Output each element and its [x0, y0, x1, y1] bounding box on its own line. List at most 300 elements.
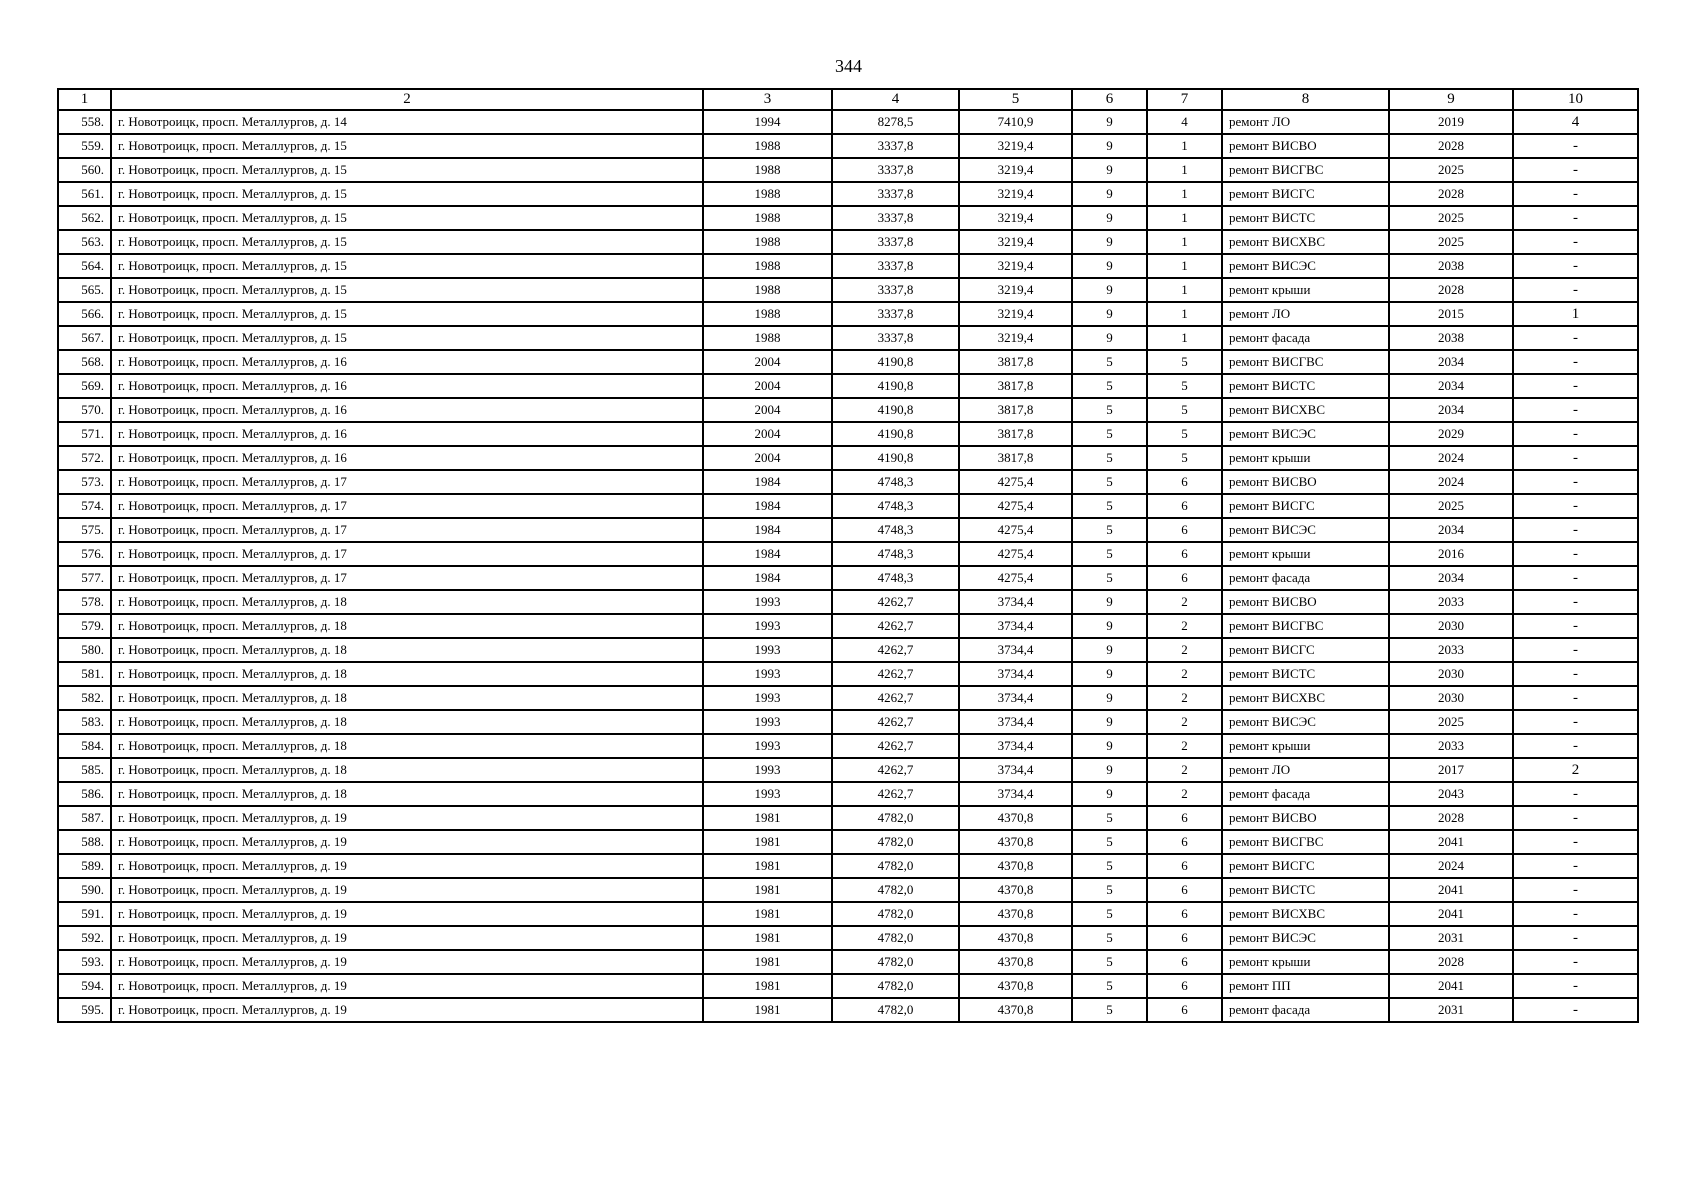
- cell-work-type: ремонт ВИСЭС: [1222, 254, 1389, 278]
- cell-total-area: 4782,0: [832, 902, 959, 926]
- cell-entrances: 6: [1147, 998, 1222, 1022]
- cell-work-type: ремонт крыши: [1222, 734, 1389, 758]
- cell-living-area: 4370,8: [959, 902, 1072, 926]
- cell-entrances: 6: [1147, 974, 1222, 998]
- cell-living-area: 3219,4: [959, 158, 1072, 182]
- cell-total-area: 4190,8: [832, 422, 959, 446]
- cell-address: г. Новотроицк, просп. Металлургов, д. 18: [111, 686, 703, 710]
- cell-living-area: 3817,8: [959, 374, 1072, 398]
- cell-note: -: [1513, 158, 1638, 182]
- cell-entrances: 2: [1147, 758, 1222, 782]
- cell-floors: 5: [1072, 806, 1147, 830]
- cell-living-area: 4370,8: [959, 854, 1072, 878]
- cell-entrances: 5: [1147, 422, 1222, 446]
- cell-floors: 9: [1072, 158, 1147, 182]
- cell-floors: 5: [1072, 350, 1147, 374]
- cell-row-number: 578.: [58, 590, 111, 614]
- cell-build-year: 1993: [703, 686, 832, 710]
- cell-row-number: 568.: [58, 350, 111, 374]
- column-header: 8: [1222, 89, 1389, 110]
- cell-row-number: 591.: [58, 902, 111, 926]
- cell-build-year: 2004: [703, 422, 832, 446]
- cell-total-area: 3337,8: [832, 206, 959, 230]
- cell-living-area: 3219,4: [959, 302, 1072, 326]
- cell-entrances: 1: [1147, 230, 1222, 254]
- cell-entrances: 6: [1147, 854, 1222, 878]
- cell-work-type: ремонт ВИСГВС: [1222, 158, 1389, 182]
- cell-living-area: 3219,4: [959, 254, 1072, 278]
- cell-note: -: [1513, 974, 1638, 998]
- cell-work-type: ремонт ВИСВО: [1222, 134, 1389, 158]
- cell-address: г. Новотроицк, просп. Металлургов, д. 18: [111, 782, 703, 806]
- cell-row-number: 566.: [58, 302, 111, 326]
- cell-note: -: [1513, 926, 1638, 950]
- cell-note: -: [1513, 566, 1638, 590]
- cell-floors: 5: [1072, 830, 1147, 854]
- cell-address: г. Новотроицк, просп. Металлургов, д. 15: [111, 254, 703, 278]
- cell-build-year: 1988: [703, 206, 832, 230]
- cell-total-area: 4782,0: [832, 806, 959, 830]
- cell-note: -: [1513, 494, 1638, 518]
- table-row: [58, 110, 1638, 134]
- cell-row-number: 576.: [58, 542, 111, 566]
- cell-floors: 5: [1072, 374, 1147, 398]
- cell-planned-year: 2024: [1389, 446, 1513, 470]
- cell-living-area: 4275,4: [959, 566, 1072, 590]
- cell-entrances: 1: [1147, 302, 1222, 326]
- table-row: [58, 566, 1638, 590]
- table-row: [58, 374, 1638, 398]
- cell-work-type: ремонт ВИСГС: [1222, 494, 1389, 518]
- cell-planned-year: 2028: [1389, 950, 1513, 974]
- cell-floors: 5: [1072, 566, 1147, 590]
- table-row: [58, 278, 1638, 302]
- cell-build-year: 1988: [703, 278, 832, 302]
- cell-build-year: 1984: [703, 470, 832, 494]
- cell-total-area: 3337,8: [832, 134, 959, 158]
- cell-work-type: ремонт ВИСВО: [1222, 590, 1389, 614]
- cell-build-year: 1988: [703, 182, 832, 206]
- cell-row-number: 570.: [58, 398, 111, 422]
- cell-address: г. Новотроицк, просп. Металлургов, д. 17: [111, 494, 703, 518]
- cell-address: г. Новотроицк, просп. Металлургов, д. 15: [111, 182, 703, 206]
- cell-row-number: 580.: [58, 638, 111, 662]
- cell-row-number: 587.: [58, 806, 111, 830]
- cell-living-area: 3734,4: [959, 662, 1072, 686]
- cell-entrances: 1: [1147, 254, 1222, 278]
- cell-address: г. Новотроицк, просп. Металлургов, д. 17: [111, 542, 703, 566]
- cell-floors: 5: [1072, 902, 1147, 926]
- cell-total-area: 4190,8: [832, 398, 959, 422]
- cell-floors: 9: [1072, 710, 1147, 734]
- cell-entrances: 6: [1147, 950, 1222, 974]
- header-row: [58, 89, 1638, 110]
- cell-address: г. Новотроицк, просп. Металлургов, д. 16: [111, 398, 703, 422]
- cell-row-number: 577.: [58, 566, 111, 590]
- cell-address: г. Новотроицк, просп. Металлургов, д. 19: [111, 950, 703, 974]
- cell-address: г. Новотроицк, просп. Металлургов, д. 15: [111, 326, 703, 350]
- table-row: [58, 662, 1638, 686]
- cell-entrances: 5: [1147, 398, 1222, 422]
- cell-living-area: 3219,4: [959, 278, 1072, 302]
- cell-total-area: 4190,8: [832, 374, 959, 398]
- cell-entrances: 2: [1147, 710, 1222, 734]
- cell-address: г. Новотроицк, просп. Металлургов, д. 15: [111, 158, 703, 182]
- cell-note: -: [1513, 638, 1638, 662]
- table-row: [58, 350, 1638, 374]
- cell-work-type: ремонт ВИСГВС: [1222, 350, 1389, 374]
- cell-note: -: [1513, 662, 1638, 686]
- cell-entrances: 2: [1147, 614, 1222, 638]
- cell-planned-year: 2024: [1389, 854, 1513, 878]
- cell-floors: 9: [1072, 134, 1147, 158]
- cell-total-area: 3337,8: [832, 254, 959, 278]
- cell-build-year: 1993: [703, 710, 832, 734]
- cell-address: г. Новотроицк, просп. Металлургов, д. 15: [111, 206, 703, 230]
- table-row: [58, 734, 1638, 758]
- cell-living-area: 3734,4: [959, 590, 1072, 614]
- cell-row-number: 586.: [58, 782, 111, 806]
- cell-work-type: ремонт ВИСГС: [1222, 854, 1389, 878]
- cell-address: г. Новотроицк, просп. Металлургов, д. 19: [111, 902, 703, 926]
- cell-work-type: ремонт ПП: [1222, 974, 1389, 998]
- cell-work-type: ремонт ВИСХВС: [1222, 398, 1389, 422]
- cell-row-number: 574.: [58, 494, 111, 518]
- cell-work-type: ремонт ЛО: [1222, 302, 1389, 326]
- column-header: 7: [1147, 89, 1222, 110]
- cell-total-area: 4748,3: [832, 470, 959, 494]
- table-row: [58, 518, 1638, 542]
- cell-planned-year: 2038: [1389, 326, 1513, 350]
- cell-planned-year: 2025: [1389, 710, 1513, 734]
- cell-planned-year: 2028: [1389, 278, 1513, 302]
- cell-address: г. Новотроицк, просп. Металлургов, д. 19: [111, 830, 703, 854]
- cell-row-number: 590.: [58, 878, 111, 902]
- cell-planned-year: 2030: [1389, 662, 1513, 686]
- cell-address: г. Новотроицк, просп. Металлургов, д. 18: [111, 710, 703, 734]
- cell-planned-year: 2028: [1389, 134, 1513, 158]
- cell-note: -: [1513, 422, 1638, 446]
- cell-floors: 9: [1072, 734, 1147, 758]
- cell-note: -: [1513, 206, 1638, 230]
- cell-note: -: [1513, 326, 1638, 350]
- cell-note: -: [1513, 254, 1638, 278]
- cell-note: -: [1513, 950, 1638, 974]
- cell-address: г. Новотроицк, просп. Металлургов, д. 14: [111, 110, 703, 134]
- cell-living-area: 3734,4: [959, 638, 1072, 662]
- column-header: 4: [832, 89, 959, 110]
- cell-build-year: 1981: [703, 926, 832, 950]
- table-row: [58, 134, 1638, 158]
- cell-floors: 5: [1072, 926, 1147, 950]
- cell-planned-year: 2030: [1389, 686, 1513, 710]
- cell-note: -: [1513, 374, 1638, 398]
- cell-address: г. Новотроицк, просп. Металлургов, д. 17: [111, 566, 703, 590]
- cell-living-area: 3219,4: [959, 182, 1072, 206]
- cell-floors: 9: [1072, 662, 1147, 686]
- cell-floors: 9: [1072, 686, 1147, 710]
- cell-floors: 9: [1072, 614, 1147, 638]
- cell-entrances: 2: [1147, 638, 1222, 662]
- cell-address: г. Новотроицк, просп. Металлургов, д. 19: [111, 854, 703, 878]
- cell-planned-year: 2024: [1389, 470, 1513, 494]
- cell-build-year: 1981: [703, 998, 832, 1022]
- cell-note: -: [1513, 542, 1638, 566]
- cell-planned-year: 2041: [1389, 902, 1513, 926]
- cell-work-type: ремонт ВИСТС: [1222, 374, 1389, 398]
- repair-schedule-table: [57, 88, 1639, 1023]
- cell-total-area: 4262,7: [832, 782, 959, 806]
- cell-planned-year: 2028: [1389, 806, 1513, 830]
- table-row: [58, 302, 1638, 326]
- table-row: [58, 710, 1638, 734]
- cell-total-area: 4782,0: [832, 974, 959, 998]
- cell-entrances: 1: [1147, 158, 1222, 182]
- cell-build-year: 1981: [703, 830, 832, 854]
- cell-total-area: 4782,0: [832, 950, 959, 974]
- cell-floors: 5: [1072, 998, 1147, 1022]
- cell-row-number: 558.: [58, 110, 111, 134]
- cell-build-year: 1993: [703, 590, 832, 614]
- cell-floors: 5: [1072, 422, 1147, 446]
- cell-build-year: 1981: [703, 854, 832, 878]
- cell-address: г. Новотроицк, просп. Металлургов, д. 19: [111, 998, 703, 1022]
- cell-living-area: 4370,8: [959, 806, 1072, 830]
- cell-row-number: 585.: [58, 758, 111, 782]
- cell-total-area: 4748,3: [832, 566, 959, 590]
- cell-living-area: 3817,8: [959, 398, 1072, 422]
- cell-row-number: 582.: [58, 686, 111, 710]
- cell-row-number: 573.: [58, 470, 111, 494]
- cell-note: -: [1513, 230, 1638, 254]
- table-row: [58, 782, 1638, 806]
- cell-total-area: 3337,8: [832, 158, 959, 182]
- cell-floors: 9: [1072, 302, 1147, 326]
- cell-living-area: 4275,4: [959, 494, 1072, 518]
- cell-entrances: 1: [1147, 206, 1222, 230]
- cell-row-number: 569.: [58, 374, 111, 398]
- cell-living-area: 4370,8: [959, 878, 1072, 902]
- cell-note: -: [1513, 278, 1638, 302]
- cell-row-number: 559.: [58, 134, 111, 158]
- table-row: [58, 158, 1638, 182]
- column-header: 2: [111, 89, 703, 110]
- column-header: 9: [1389, 89, 1513, 110]
- table-row: [58, 998, 1638, 1022]
- cell-row-number: 564.: [58, 254, 111, 278]
- cell-planned-year: 2025: [1389, 230, 1513, 254]
- cell-row-number: 593.: [58, 950, 111, 974]
- cell-planned-year: 2034: [1389, 398, 1513, 422]
- cell-note: -: [1513, 590, 1638, 614]
- cell-build-year: 2004: [703, 398, 832, 422]
- cell-work-type: ремонт крыши: [1222, 278, 1389, 302]
- cell-planned-year: 2031: [1389, 998, 1513, 1022]
- cell-address: г. Новотроицк, просп. Металлургов, д. 16: [111, 446, 703, 470]
- cell-work-type: ремонт ВИСЭС: [1222, 926, 1389, 950]
- cell-total-area: 4782,0: [832, 998, 959, 1022]
- table-row: [58, 326, 1638, 350]
- cell-total-area: 4262,7: [832, 614, 959, 638]
- table-row: [58, 206, 1638, 230]
- cell-total-area: 3337,8: [832, 278, 959, 302]
- cell-floors: 5: [1072, 974, 1147, 998]
- cell-total-area: 3337,8: [832, 230, 959, 254]
- cell-address: г. Новотроицк, просп. Металлургов, д. 19: [111, 878, 703, 902]
- cell-note: 2: [1513, 758, 1638, 782]
- cell-entrances: 2: [1147, 734, 1222, 758]
- cell-address: г. Новотроицк, просп. Металлургов, д. 16: [111, 350, 703, 374]
- cell-entrances: 6: [1147, 806, 1222, 830]
- table-row: [58, 950, 1638, 974]
- table-row: [58, 446, 1638, 470]
- table-row: [58, 830, 1638, 854]
- cell-entrances: 5: [1147, 350, 1222, 374]
- cell-note: -: [1513, 830, 1638, 854]
- cell-build-year: 1984: [703, 566, 832, 590]
- cell-floors: 9: [1072, 254, 1147, 278]
- cell-address: г. Новотроицк, просп. Металлургов, д. 18: [111, 662, 703, 686]
- cell-address: г. Новотроицк, просп. Металлургов, д. 19: [111, 974, 703, 998]
- cell-planned-year: 2033: [1389, 590, 1513, 614]
- cell-planned-year: 2041: [1389, 878, 1513, 902]
- table-row: [58, 182, 1638, 206]
- table-row: [58, 470, 1638, 494]
- cell-living-area: 3734,4: [959, 734, 1072, 758]
- cell-note: -: [1513, 710, 1638, 734]
- cell-work-type: ремонт ВИСТС: [1222, 206, 1389, 230]
- cell-floors: 9: [1072, 230, 1147, 254]
- cell-entrances: 2: [1147, 686, 1222, 710]
- cell-note: -: [1513, 878, 1638, 902]
- cell-address: г. Новотроицк, просп. Металлургов, д. 18: [111, 758, 703, 782]
- cell-row-number: 595.: [58, 998, 111, 1022]
- cell-living-area: 3219,4: [959, 230, 1072, 254]
- cell-living-area: 3817,8: [959, 422, 1072, 446]
- cell-address: г. Новотроицк, просп. Металлургов, д. 18: [111, 734, 703, 758]
- cell-build-year: 1988: [703, 302, 832, 326]
- cell-address: г. Новотроицк, просп. Металлургов, д. 18: [111, 638, 703, 662]
- table-row: [58, 902, 1638, 926]
- cell-total-area: 8278,5: [832, 110, 959, 134]
- column-header: 6: [1072, 89, 1147, 110]
- cell-note: -: [1513, 398, 1638, 422]
- cell-work-type: ремонт ВИСЭС: [1222, 710, 1389, 734]
- cell-living-area: 3219,4: [959, 206, 1072, 230]
- table-row: [58, 854, 1638, 878]
- cell-row-number: 575.: [58, 518, 111, 542]
- cell-note: -: [1513, 806, 1638, 830]
- cell-total-area: 3337,8: [832, 182, 959, 206]
- cell-planned-year: 2038: [1389, 254, 1513, 278]
- cell-living-area: 3219,4: [959, 326, 1072, 350]
- cell-build-year: 2004: [703, 350, 832, 374]
- cell-planned-year: 2028: [1389, 182, 1513, 206]
- cell-note: -: [1513, 854, 1638, 878]
- cell-row-number: 560.: [58, 158, 111, 182]
- cell-row-number: 588.: [58, 830, 111, 854]
- cell-planned-year: 2033: [1389, 734, 1513, 758]
- cell-build-year: 1988: [703, 326, 832, 350]
- cell-planned-year: 2031: [1389, 926, 1513, 950]
- cell-note: 1: [1513, 302, 1638, 326]
- cell-living-area: 3734,4: [959, 710, 1072, 734]
- table-row: [58, 806, 1638, 830]
- cell-entrances: 5: [1147, 374, 1222, 398]
- cell-address: г. Новотроицк, просп. Металлургов, д. 15: [111, 230, 703, 254]
- cell-total-area: 3337,8: [832, 326, 959, 350]
- cell-planned-year: 2025: [1389, 494, 1513, 518]
- table-row: [58, 422, 1638, 446]
- cell-work-type: ремонт фасада: [1222, 998, 1389, 1022]
- cell-note: -: [1513, 134, 1638, 158]
- cell-row-number: 562.: [58, 206, 111, 230]
- cell-total-area: 4748,3: [832, 494, 959, 518]
- cell-entrances: 6: [1147, 494, 1222, 518]
- cell-entrances: 6: [1147, 518, 1222, 542]
- cell-row-number: 572.: [58, 446, 111, 470]
- cell-work-type: ремонт ВИСЭС: [1222, 518, 1389, 542]
- cell-build-year: 1993: [703, 638, 832, 662]
- cell-build-year: 1984: [703, 542, 832, 566]
- cell-living-area: 3734,4: [959, 782, 1072, 806]
- cell-living-area: 3734,4: [959, 758, 1072, 782]
- cell-note: -: [1513, 782, 1638, 806]
- cell-entrances: 1: [1147, 134, 1222, 158]
- cell-build-year: 1993: [703, 614, 832, 638]
- cell-floors: 5: [1072, 950, 1147, 974]
- cell-note: -: [1513, 518, 1638, 542]
- table-row: [58, 758, 1638, 782]
- cell-planned-year: 2030: [1389, 614, 1513, 638]
- cell-work-type: ремонт ЛО: [1222, 758, 1389, 782]
- cell-build-year: 1981: [703, 974, 832, 998]
- cell-planned-year: 2033: [1389, 638, 1513, 662]
- cell-floors: 5: [1072, 398, 1147, 422]
- cell-living-area: 7410,9: [959, 110, 1072, 134]
- cell-build-year: 1984: [703, 518, 832, 542]
- cell-note: -: [1513, 902, 1638, 926]
- cell-floors: 9: [1072, 278, 1147, 302]
- cell-address: г. Новотроицк, просп. Металлургов, д. 17: [111, 470, 703, 494]
- cell-total-area: 4190,8: [832, 446, 959, 470]
- cell-build-year: 1988: [703, 134, 832, 158]
- cell-total-area: 4262,7: [832, 686, 959, 710]
- cell-work-type: ремонт фасада: [1222, 782, 1389, 806]
- cell-build-year: 1981: [703, 806, 832, 830]
- cell-planned-year: 2034: [1389, 566, 1513, 590]
- cell-work-type: ремонт ВИСТС: [1222, 878, 1389, 902]
- cell-living-area: 3219,4: [959, 134, 1072, 158]
- cell-total-area: 4782,0: [832, 878, 959, 902]
- cell-build-year: 1981: [703, 878, 832, 902]
- cell-address: г. Новотроицк, просп. Металлургов, д. 16: [111, 422, 703, 446]
- cell-row-number: 579.: [58, 614, 111, 638]
- cell-row-number: 563.: [58, 230, 111, 254]
- table-row: [58, 590, 1638, 614]
- cell-note: -: [1513, 734, 1638, 758]
- cell-build-year: 1993: [703, 734, 832, 758]
- cell-work-type: ремонт ЛО: [1222, 110, 1389, 134]
- cell-work-type: ремонт крыши: [1222, 542, 1389, 566]
- cell-living-area: 4275,4: [959, 470, 1072, 494]
- cell-living-area: 4370,8: [959, 830, 1072, 854]
- cell-living-area: 4370,8: [959, 974, 1072, 998]
- cell-build-year: 1988: [703, 230, 832, 254]
- cell-build-year: 1984: [703, 494, 832, 518]
- cell-floors: 5: [1072, 470, 1147, 494]
- cell-work-type: ремонт ВИСХВС: [1222, 902, 1389, 926]
